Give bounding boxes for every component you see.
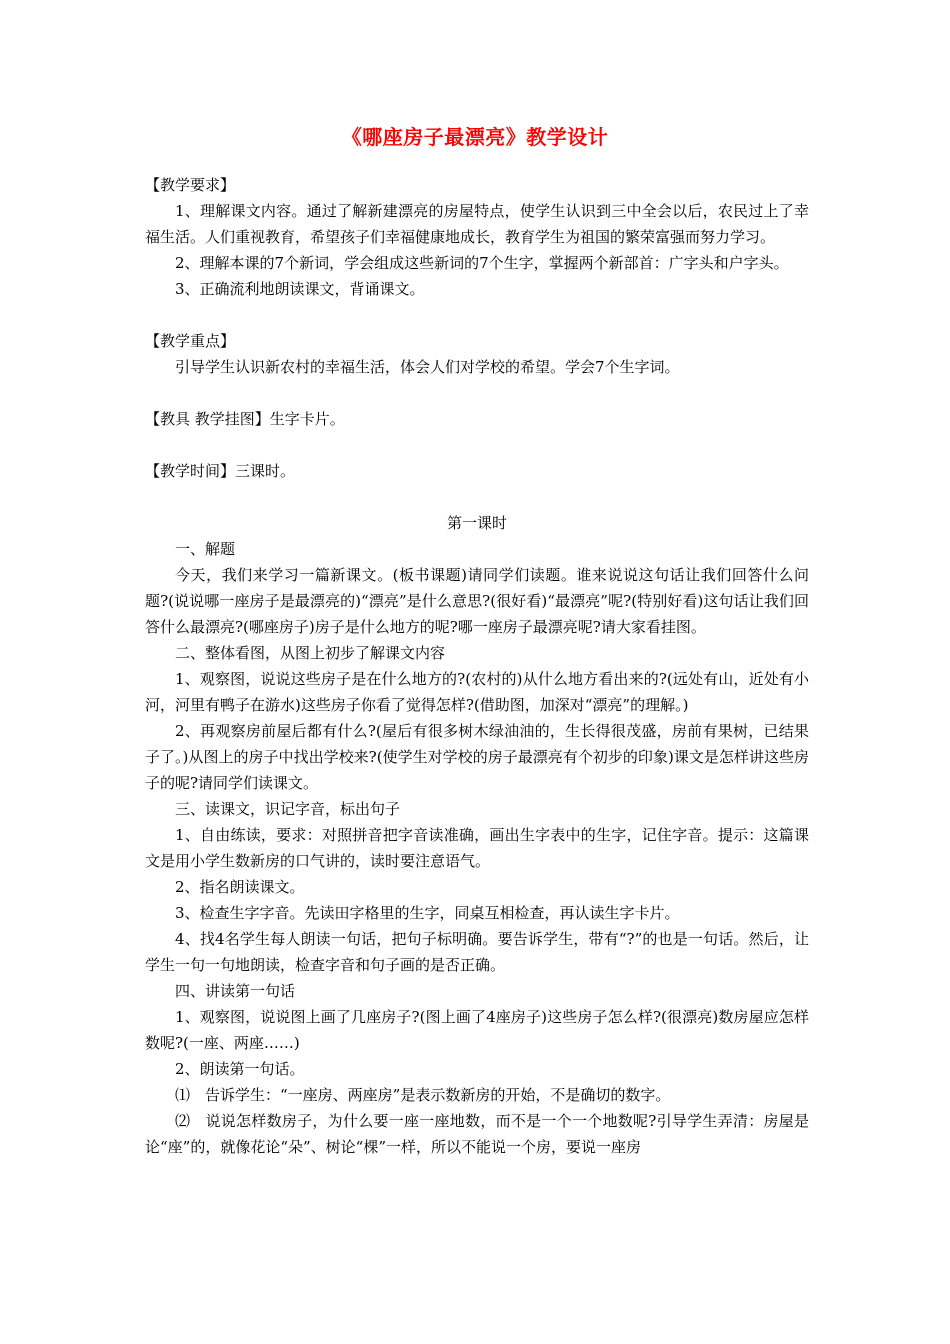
paragraph: 1、观察图，说说图上画了几座房子?(图上画了4座房子)这些房子怎么样?(很漂亮)数房屋应怎样数呢?(一座、两座……) xyxy=(145,1008,809,1052)
paragraph: 3、检查生字字音。先读田字格里的生字，同桌互相检查，再认读生字卡片。 xyxy=(175,904,680,922)
subsection-heading: 一、解题 xyxy=(175,540,236,558)
paragraph: ⑴ 告诉学生：“一座房、两座房”是表示数新房的开始，不是确切的数字。 xyxy=(175,1086,671,1104)
paragraph: 引导学生认识新农村的幸福生活，体会人们对学校的希望。学会7个生字词。 xyxy=(175,358,680,376)
paragraph: 1、自由练读，要求：对照拼音把字音读准确，画出生字表中的生字，记住字音。提示：这篇课文是用小学生数新房的口气讲的，读时要注意语气。 xyxy=(145,826,809,870)
section-heading-requirements: 【教学要求】 xyxy=(145,176,236,194)
paragraph: 1、理解课文内容。通过了解新建漂亮的房屋特点，使学生认识到三中全会以后，农民过上了幸福生活。人们重视教育，希望孩子们幸福健康地成长，教育学生为祖国的繁荣富强而努力学习。 xyxy=(145,202,809,246)
paragraph: 3、正确流利地朗读课文，背诵课文。 xyxy=(175,280,425,298)
paragraph: 2、理解本课的7个新词，学会组成这些新词的7个生字，掌握两个新部首：广字头和户字头。 xyxy=(175,254,789,272)
document-body xyxy=(145,172,809,1160)
section-heading-focus: 【教学重点】 xyxy=(145,332,236,350)
document-title: 《哪座房子最漂亮》教学设计 xyxy=(341,125,609,149)
paragraph: 2、再观察房前屋后都有什么?(屋后有很多树木绿油油的，生长得很茂盛，房前有果树，已结果子了。)从图上的房子中找出学校来?(使学生对学校的房子最漂亮有个初步的印象)课文是怎样讲这些房子的呢?请同学们读课文。 xyxy=(145,722,809,792)
paragraph: 4、找4名学生每人朗读一句话，把句子标明确。要告诉学生，带有“?”的也是一句话。然后，让学生一句一句地朗读，检查字音和句子画的是否正确。 xyxy=(145,930,809,974)
lesson-heading: 第一课时 xyxy=(446,514,507,532)
paragraph: 今天，我们来学习一篇新课文。(板书课题)请同学们读题。谁来说说这句话让我们回答什么问题?(说说哪一座房子是最漂亮的)“漂亮”是什么意思?(很好看)“最漂亮”呢?(特别好看)这句话让我们回答什么最漂亮?(哪座房子)房子是什么地方的呢?哪一座房子最漂亮呢?请大家看挂图。 xyxy=(145,566,809,636)
section-time: 【教学时间】三课时。 xyxy=(145,462,296,480)
paragraph: 2、指名朗读课文。 xyxy=(175,878,305,896)
paragraph: 1、观察图，说说这些房子是在什么地方的?(农村的)从什么地方看出来的?(远处有山，近处有小河，河里有鸭子在游水)这些房子你看了觉得怎样?(借助图，加深对“漂亮”的理解。) xyxy=(145,670,809,714)
section-tools: 【教具 教学挂图】生字卡片。 xyxy=(145,410,345,428)
subsection-heading: 三、读课文，识记字音，标出句子 xyxy=(175,800,401,818)
subsection-heading: 四、讲读第一句话 xyxy=(175,982,296,1000)
paragraph: ⑵ 说说怎样数房子，为什么要一座一座地数，而不是一个一个地数呢?引导学生弄清：房屋是论“座”的，就像花论“朵”、树论“棵”一样，所以不能说一个房，要说一座房 xyxy=(145,1112,809,1156)
paragraph: 2、朗读第一句话。 xyxy=(175,1060,305,1078)
subsection-heading: 二、整体看图，从图上初步了解课文内容 xyxy=(175,644,446,662)
